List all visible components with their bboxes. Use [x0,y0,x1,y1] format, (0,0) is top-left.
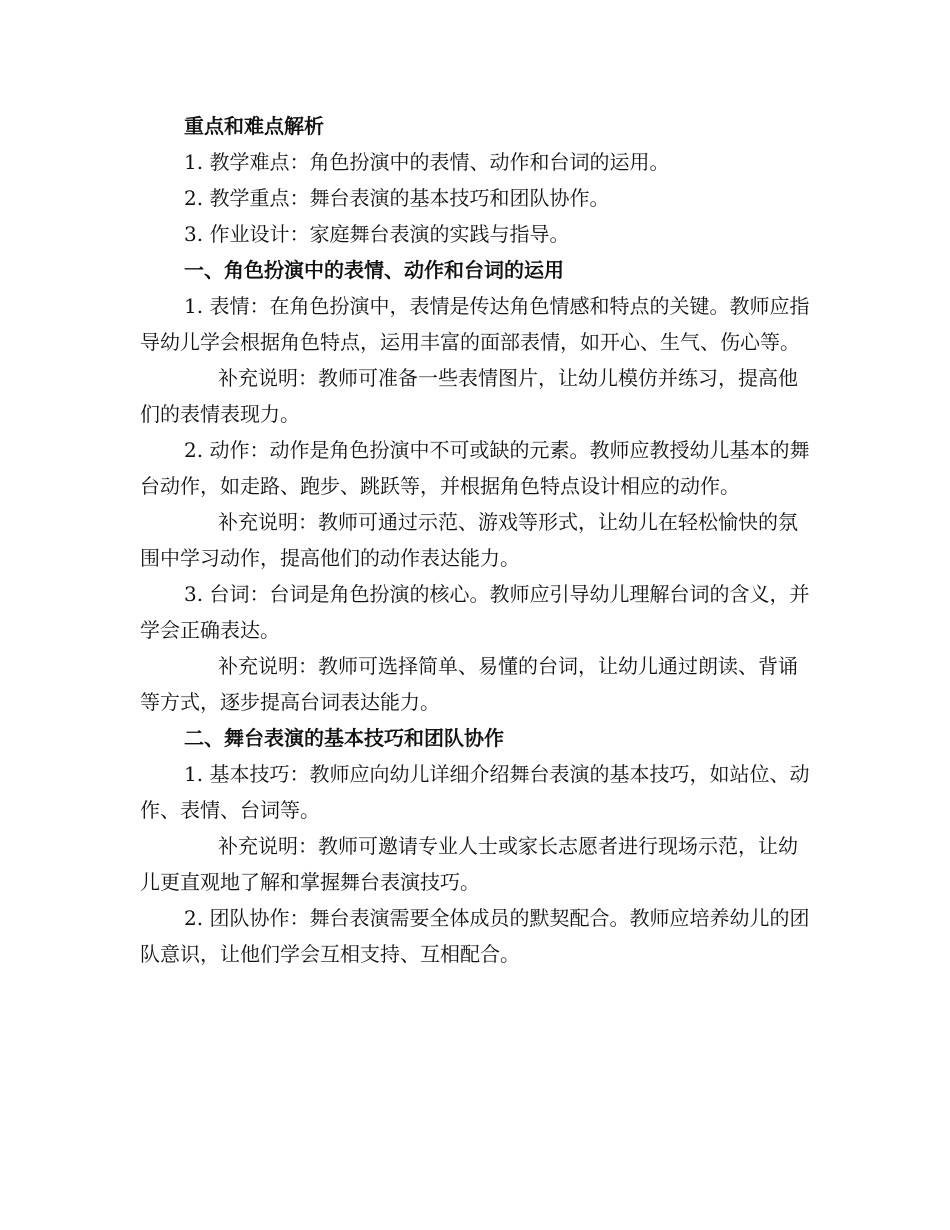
section2-note-1: 补充说明：教师可邀请专业人士或家长志愿者进行现场示范，让幼儿更直观地了解和掌握舞台表演技巧。 [140,834,798,894]
section2-paragraph-2: 2. 团队协作：舞台表演需要全体成员的默契配合。教师应培养幼儿的团队意识，让他们学会互相支持、互相配合。 [140,906,810,966]
section2-paragraph-1: 1. 基本技巧：教师应向幼儿详细介绍舞台表演的基本技巧，如站位、动作、表情、台词等。 [140,762,810,822]
section1-note-1: 补充说明：教师可准备一些表情图片，让幼儿模仿并练习，提高他们的表情表现力。 [140,366,798,426]
section2-title: 二、舞台表演的基本技巧和团队协作 [184,726,504,750]
document-page [140,108,810,972]
heading-key-points: 重点和难点解析 [184,114,324,138]
section1-note-2: 补充说明：教师可通过示范、游戏等形式，让幼儿在轻松愉快的氛围中学习动作，提高他们的动作表达能力。 [140,510,798,570]
summary-item-3: 3. 作业设计：家庭舞台表演的实践与指导。 [184,222,570,246]
section1-note-3: 补充说明：教师可选择简单、易懂的台词，让幼儿通过朗读、背诵等方式，逐步提高台词表达能力。 [140,654,798,714]
summary-item-2: 2. 教学重点：舞台表演的基本技巧和团队协作。 [184,186,610,210]
summary-item-1: 1. 教学难点：角色扮演中的表情、动作和台词的运用。 [184,150,670,174]
section1-paragraph-2: 2. 动作：动作是角色扮演中不可或缺的元素。教师应教授幼儿基本的舞台动作，如走路、跑步、跳跃等，并根据角色特点设计相应的动作。 [140,438,810,498]
section1-title: 一、角色扮演中的表情、动作和台词的运用 [184,258,564,282]
section1-paragraph-3: 3. 台词：台词是角色扮演的核心。教师应引导幼儿理解台词的含义，并学会正确表达。 [140,582,810,642]
section1-paragraph-1: 1. 表情：在角色扮演中，表情是传达角色情感和特点的关键。教师应指导幼儿学会根据角色特点，运用丰富的面部表情，如开心、生气、伤心等。 [140,294,810,354]
